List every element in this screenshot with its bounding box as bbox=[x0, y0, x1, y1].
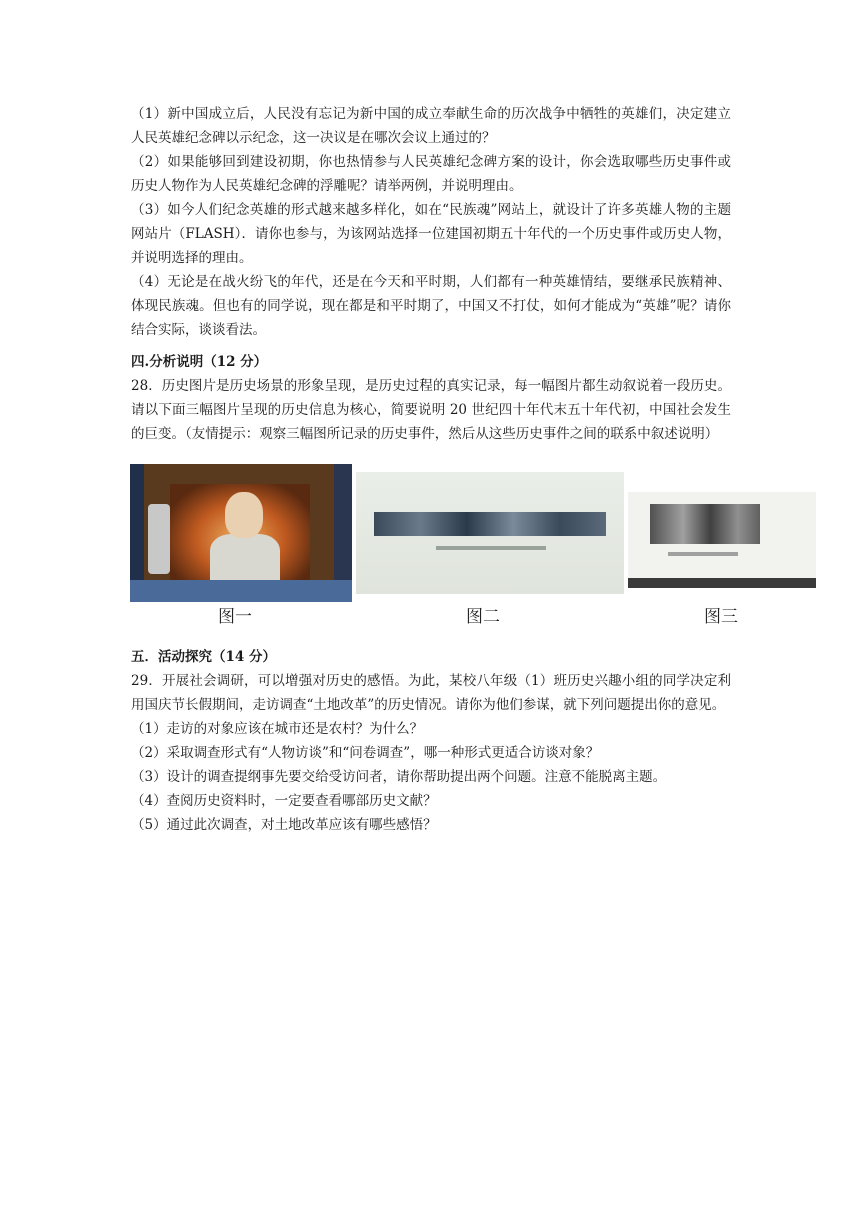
question-28: 28．历史图片是历史场景的形象呈现，是历史过程的真实记录，每一幅图片都生动叙说着一段历史。请以下面三幅图片呈现的历史信息为核心，简要说明 20 世纪四十年代末五十年代初，中国社会发生的巨变。（友情提示：观察三幅图所记录的历史事件，然后从这些历史事件之间的联系中叙述说明） bbox=[131, 378, 731, 442]
section-4 bbox=[131, 350, 731, 446]
section-5 bbox=[131, 645, 731, 837]
question-27-part-3: （3）如今人们纪念英雄的形式越来越多样化，如在“民族魂”网站上，就设计了许多英雄人物的主题网站片（FLASH）．请你也参与，为该网站选择一位建国初期五十年代的一个历史事件或历史人物，并说明选择的理由。 bbox=[131, 202, 731, 266]
question-29-item-5: （5）通过此次调查，对土地改革应该有哪些感悟？ bbox=[131, 817, 437, 833]
figure-1-label: 图一 bbox=[218, 607, 252, 627]
figure-2-photo bbox=[356, 472, 624, 594]
section-5-heading: 五．活动探究（14 分） bbox=[131, 649, 276, 665]
question-29: 29．开展社会调研，可以增强对历史的感悟。为此，某校八年级（1）班历史兴趣小组的同学决定利用国庆节长假期间，走访调查“土地改革”的历史情况。请你为他们参谋，就下列问题提出你的意见。 bbox=[131, 673, 731, 713]
question-27-part-1: （1）新中国成立后，人民没有忘记为新中国的成立奉献生命的历次战争中牺牲的英雄们，决定建立人民英雄纪念碑以示纪念，这一决议是在哪次会议上通过的？ bbox=[131, 106, 731, 146]
section-4-heading: 四.分析说明（12 分） bbox=[131, 354, 268, 370]
figure-3-photo bbox=[628, 492, 816, 588]
figure-2-label: 图二 bbox=[466, 607, 500, 627]
question-29-item-1: （1）走访的对象应该在城市还是农村？为什么？ bbox=[131, 721, 424, 737]
figure-3-label: 图三 bbox=[704, 607, 738, 627]
question-27-part-4: （4）无论是在战火纷飞的年代，还是在今天和平时期，人们都有一种英雄情结，要继承民族精神、体现民族魂。但也有的同学说，现在都是和平时期了，中国又不打仗，如何才能成为“英雄”呢？请你结合实际，谈谈看法。 bbox=[131, 274, 731, 338]
figure-1-photo bbox=[130, 464, 352, 602]
question-29-item-4: （4）查阅历史资料时，一定要查看哪部历史文献？ bbox=[131, 793, 437, 809]
question-29-item-2: （2）采取调查形式有“人物访谈”和“问卷调查”，哪一种形式更适合访谈对象？ bbox=[131, 745, 600, 761]
question-27-subparts bbox=[131, 102, 731, 342]
question-29-item-3: （3）设计的调查提纲事先要交给受访问者，请你帮助提出两个问题。注意不能脱离主题。 bbox=[131, 769, 667, 785]
question-27-part-2: （2）如果能够回到建设初期，你也热情参与人民英雄纪念碑方案的设计，你会选取哪些历史事件或历史人物作为人民英雄纪念碑的浮雕呢？请举两例，并说明理由。 bbox=[131, 154, 731, 194]
